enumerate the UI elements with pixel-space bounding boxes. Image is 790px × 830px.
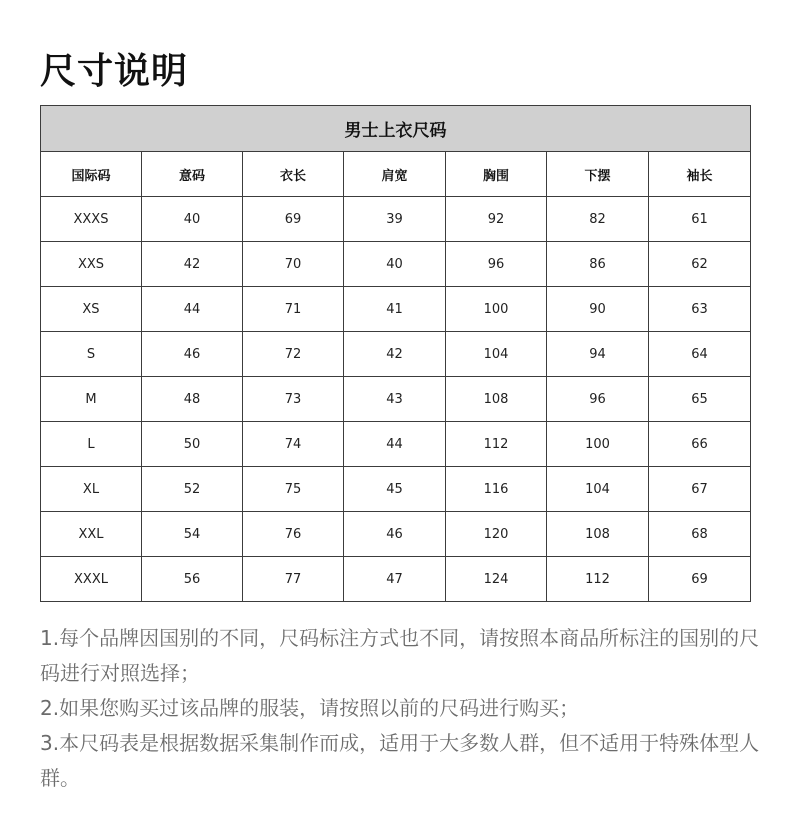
table-cell: 44	[142, 287, 243, 332]
table-cell: 40	[344, 242, 446, 287]
table-cell: 44	[344, 422, 446, 467]
table-cell: 86	[547, 242, 649, 287]
column-header-intl-size: 国际码	[41, 152, 142, 197]
table-cell: 54	[142, 512, 243, 557]
table-cell: 50	[142, 422, 243, 467]
table-cell: 42	[344, 332, 446, 377]
table-cell: 77	[243, 557, 344, 602]
table-cell: 100	[547, 422, 649, 467]
table-cell: 67	[649, 467, 751, 512]
table-cell: XXL	[41, 512, 142, 557]
table-cell: 76	[243, 512, 344, 557]
table-cell: 68	[649, 512, 751, 557]
table-cell: 41	[344, 287, 446, 332]
table-cell: 124	[446, 557, 547, 602]
note-item: 1.每个品牌因国别的不同，尺码标注方式也不同，请按照本商品所标注的国别的尺码进行对照选择；	[40, 626, 760, 685]
table-row	[41, 332, 751, 377]
table-row	[41, 242, 751, 287]
column-header-shoulder: 肩宽	[344, 152, 446, 197]
table-cell: 63	[649, 287, 751, 332]
table-cell: 66	[649, 422, 751, 467]
table-cell: 47	[344, 557, 446, 602]
table-cell: 72	[243, 332, 344, 377]
table-cell: L	[41, 422, 142, 467]
table-cell: 96	[547, 377, 649, 422]
table-cell: 70	[243, 242, 344, 287]
table-cell: 69	[649, 557, 751, 602]
size-chart-table	[40, 105, 751, 602]
table-row	[41, 422, 751, 467]
column-header-italian-size: 意码	[142, 152, 243, 197]
table-cell: M	[41, 377, 142, 422]
table-cell: 39	[344, 197, 446, 242]
table-cell: 82	[547, 197, 649, 242]
table-caption: 男士上衣尺码	[41, 106, 751, 152]
table-cell: 94	[547, 332, 649, 377]
size-notes	[40, 621, 760, 796]
table-cell: 104	[446, 332, 547, 377]
table-cell: 112	[446, 422, 547, 467]
table-cell: 48	[142, 377, 243, 422]
table-cell: 65	[649, 377, 751, 422]
table-cell: 92	[446, 197, 547, 242]
table-cell: 120	[446, 512, 547, 557]
table-cell: 40	[142, 197, 243, 242]
table-caption-row	[41, 106, 751, 152]
table-cell: 74	[243, 422, 344, 467]
table-header-row	[41, 152, 751, 197]
table-cell: 64	[649, 332, 751, 377]
table-cell: 90	[547, 287, 649, 332]
table-row	[41, 512, 751, 557]
table-cell: 52	[142, 467, 243, 512]
table-cell: 96	[446, 242, 547, 287]
table-cell: 108	[547, 512, 649, 557]
table-cell: 116	[446, 467, 547, 512]
column-header-chest: 胸围	[446, 152, 547, 197]
table-cell: 69	[243, 197, 344, 242]
table-cell: XXXS	[41, 197, 142, 242]
page-title: 尺寸说明	[40, 51, 189, 92]
table-cell: XXXL	[41, 557, 142, 602]
table-row	[41, 557, 751, 602]
note-item: 3.本尺码表是根据数据采集制作而成，适用于大多数人群，但不适用于特殊体型人群。	[40, 731, 760, 790]
table-row	[41, 467, 751, 512]
table-cell: 46	[344, 512, 446, 557]
table-cell: XXS	[41, 242, 142, 287]
table-row	[41, 197, 751, 242]
table-cell: 46	[142, 332, 243, 377]
table-cell: 112	[547, 557, 649, 602]
table-cell: 43	[344, 377, 446, 422]
note-item: 2.如果您购买过该品牌的服装，请按照以前的尺码进行购买；	[40, 696, 580, 720]
column-header-hem: 下摆	[547, 152, 649, 197]
table-cell: 108	[446, 377, 547, 422]
table-cell: 73	[243, 377, 344, 422]
table-row	[41, 287, 751, 332]
table-cell: 42	[142, 242, 243, 287]
table-cell: 62	[649, 242, 751, 287]
table-row	[41, 377, 751, 422]
table-cell: 71	[243, 287, 344, 332]
table-cell: 100	[446, 287, 547, 332]
table-cell: 104	[547, 467, 649, 512]
column-header-length: 衣长	[243, 152, 344, 197]
table-cell: 75	[243, 467, 344, 512]
table-cell: XS	[41, 287, 142, 332]
table-cell: S	[41, 332, 142, 377]
table-cell: XL	[41, 467, 142, 512]
column-header-sleeve: 袖长	[649, 152, 751, 197]
table-cell: 61	[649, 197, 751, 242]
table-cell: 45	[344, 467, 446, 512]
table-cell: 56	[142, 557, 243, 602]
